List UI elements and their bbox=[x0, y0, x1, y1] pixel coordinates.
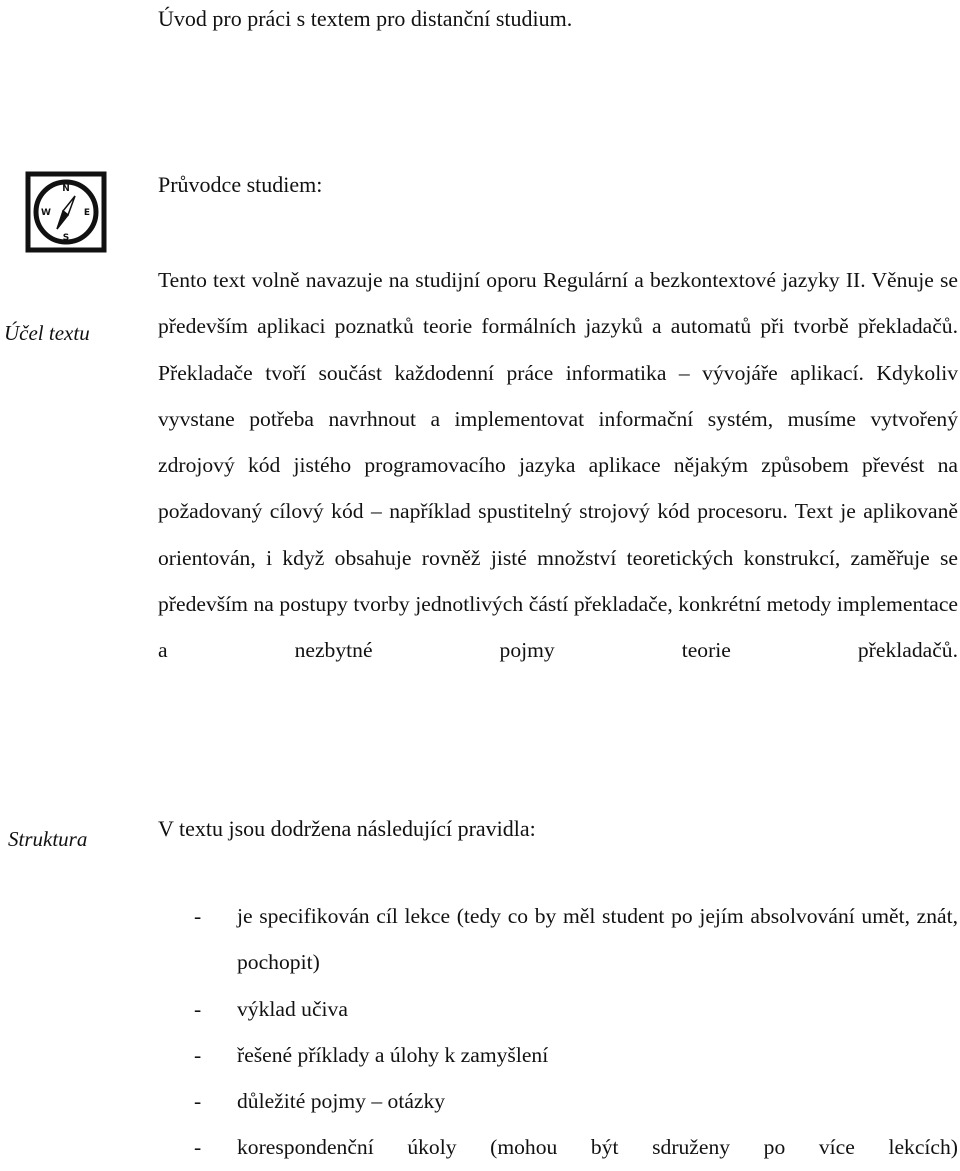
svg-text:S: S bbox=[62, 233, 70, 243]
list-dash: - bbox=[194, 1089, 202, 1114]
list-dash: - bbox=[194, 996, 202, 1021]
svg-text:W: W bbox=[41, 208, 51, 218]
list-item bbox=[194, 1032, 958, 1078]
list-item-text: důležité pojmy – otázky bbox=[237, 1089, 446, 1114]
structure-intro: V textu jsou dodržena následující pravidla: bbox=[158, 816, 536, 841]
list-item bbox=[194, 986, 958, 1032]
list-dash: - bbox=[194, 1042, 202, 1067]
list-item bbox=[194, 893, 958, 986]
list-item bbox=[194, 1124, 958, 1170]
compass-icon bbox=[25, 171, 107, 253]
list-item bbox=[194, 1078, 958, 1124]
header-line: Úvod pro práci s textem pro distanční studium. bbox=[158, 6, 573, 31]
purpose-label: Účel textu bbox=[4, 321, 90, 345]
list-item-text: výklad učiva bbox=[237, 996, 348, 1021]
svg-text:N: N bbox=[62, 184, 70, 194]
list-item-text: korespondenční úkoly (mohou být sdruženy po více lekcích) bbox=[237, 1135, 958, 1160]
svg-text:E: E bbox=[83, 208, 91, 218]
rules-list bbox=[194, 893, 958, 1171]
structure-label: Struktura bbox=[8, 827, 88, 851]
guide-heading: Průvodce studiem: bbox=[158, 172, 323, 197]
purpose-paragraph: Tento text volně navazuje na studijní oporu Regulární a bezkontextové jazyky II. Věnuje se především aplikaci poznatků teorie formálních jazyků a automatů při tvorbě překladačů. Překladače tvoří součást každodenní práce informatika – vývojáře aplikací. Kdykoliv vyvstane potřeba navrhnout a implementovat informační systém, musíme vytvořený zdrojový kód jistého programovacího jazyka aplikace nějakým způsobem převést na požadovaný cílový kód – například spustitelný strojový kód procesoru. Text je aplikovaně orientován, i když obsahuje rovněž jisté množství teoretických konstrukcí, zaměřuje se především na postupy tvorby jednotlivých částí překladače, konkrétní metody implementace a nezbytné pojmy teorie překladačů. bbox=[158, 268, 958, 663]
list-dash: - bbox=[194, 1135, 202, 1160]
list-item-text: řešené příklady a úlohy k zamyšlení bbox=[237, 1042, 549, 1067]
list-item-text: je specifikován cíl lekce (tedy co by měl student po jejím absolvování umět, znát, pochopit) bbox=[237, 904, 958, 975]
list-dash: - bbox=[194, 904, 202, 928]
